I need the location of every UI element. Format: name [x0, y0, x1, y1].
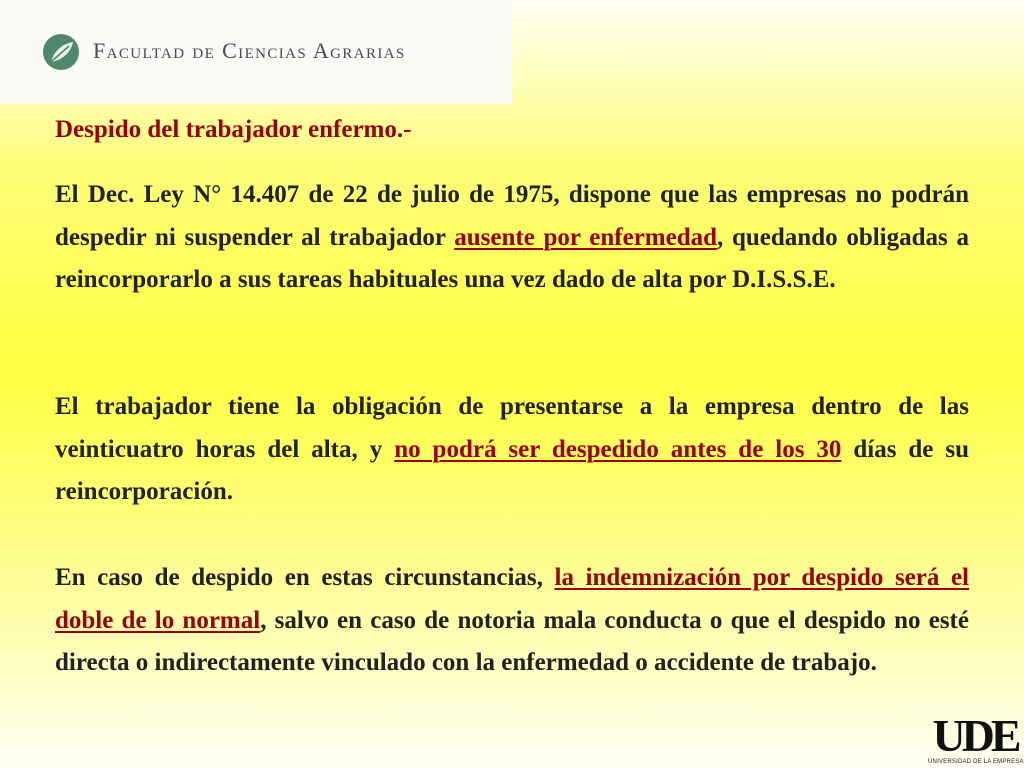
highlighted-phrase: no podrá ser despedido antes de los 30 — [394, 435, 842, 463]
paragraph-text: El trabajador tiene la obligación de presentarse a la empresa dentro de las veinticuatro horas del alta, y — [55, 393, 969, 463]
slide-title: Despido del trabajador enfermo.- — [55, 116, 412, 143]
paragraph-text: , salvo en caso de notoria mala conducta o que el despido no esté directa o indirectamente vinculado con la enfermedad o accidente de trabajo. — [55, 606, 969, 676]
paragraph-text: En caso de despido en estas circunstancias, — [55, 564, 555, 591]
ude-logo — [928, 710, 1024, 768]
ude-logo-subtitle: UNIVERSIDAD DE LA EMPRESA — [928, 759, 1024, 765]
paragraph-text: días de su reincorporación. — [55, 435, 969, 505]
paragraph-2 — [55, 386, 969, 514]
highlighted-phrase: ausente por enfermedad — [454, 223, 718, 251]
faculty-name: Facultad de Ciencias Agrarias — [93, 38, 406, 63]
highlighted-phrase: la indemnización por despido será el doble de lo normal — [55, 564, 969, 634]
ude-logo-mark: UDE — [932, 710, 1018, 761]
faculty-header — [0, 0, 512, 104]
paragraph-1 — [55, 174, 969, 302]
paragraph-3 — [55, 557, 969, 685]
paragraph-text: , quedando obligadas a reincorporarlo a sus tareas habituales una vez dado de alta por D.I.S.S.E. — [55, 223, 969, 293]
paragraph-text: El Dec. Ley N° 14.407 de 22 de julio de 1975, dispone que las empresas no podrán despedir ni suspender al trabajador — [55, 181, 969, 251]
leaf-icon — [42, 33, 80, 71]
